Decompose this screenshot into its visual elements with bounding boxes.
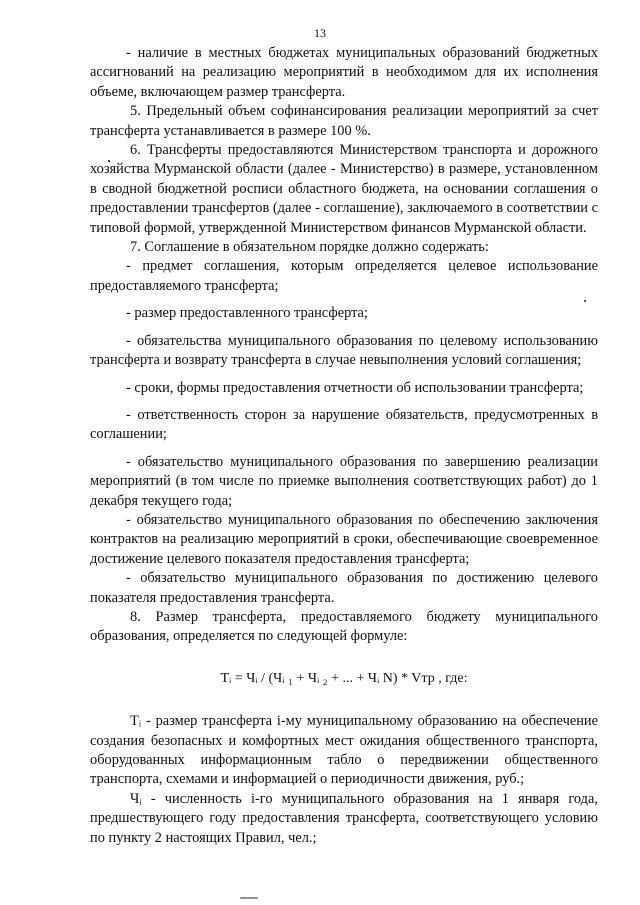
paragraph-5: 5. Предельный объем софинансирования реализации мероприятий за счет трансферта устанавливается в размере 100 %. (90, 103, 598, 139)
agreement-item-responsibility: - ответственность сторон за нарушение обязательств, предусмотренных в соглашении; (90, 406, 598, 443)
agreement-item-target-indicator: - обязательство муниципального образования по достижению целевого показателя предоставления трансферта. (90, 570, 598, 606)
definition-population: Чᵢ - численность i-го муниципального образования на 1 января года, предшествующего году предоставления трансферта, соответствующего условию по пункту 2 настоящих Правил, чел.; (90, 790, 598, 846)
agreement-item-obligations: - обязательства муниципального образования по целевому использованию трансферта и возврату трансферта в случае невыполнения условий соглашения; (90, 332, 598, 369)
scan-speck (584, 300, 586, 302)
definition-transfer-amount: Tᵢ - размер трансферта i-му муниципальному образованию на обеспечение создания безопасных и комфортных мест ожидания общественного транспорта, оборудованных информационным табло о передвижении общественного транспорта, схемами и информацией о периодичности движения, руб.; (90, 713, 598, 788)
paragraph-7: 7. Соглашение в обязательном порядке должно содержать: (130, 239, 489, 256)
document-body (90, 44, 598, 848)
agreement-item-amount: - размер предоставленного трансферта; (126, 305, 368, 322)
scan-speck (108, 160, 110, 162)
paragraph-budget-allocation: - наличие в местных бюджетах муниципальных образований бюджетных ассигнований на реализацию мероприятий в необходимом для их исполнения объеме, включающем размер трансферта. (90, 45, 598, 100)
page-number: 13 (314, 26, 326, 40)
agreement-item-contracts: - обязательство муниципального образования по обеспечению заключения контрактов на реализацию мероприятий в сроки, обеспечивающие своевременное достижение целевого показателя предоставления трансферта; (90, 511, 598, 567)
agreement-item-reporting: - сроки, формы предоставления отчетности об использовании трансферта; (126, 379, 584, 396)
agreement-item-completion: - обязательство муниципального образования по завершению реализации мероприятий (в том числе по приемке выполнения соответствующих работ) до 1 декабря текущего года; (90, 453, 598, 509)
transfer-formula: Tᵢ = Чᵢ / (Чᵢ ₁ + Чᵢ ₂ + ... + Чᵢ N) * Vтр , где: (220, 670, 468, 686)
paragraph-6: 6. Трансферты предоставляются Министерством транспорта и дорожного хозяйства Мурманской области (далее - Министерство) в размере, установленном в сводной бюджетной росписи областного бюджета, на основании соглашения о предоставлении трансфертов (далее - соглашение), заключаемого в соответствии с типовой формой, утвержденной Министерством финансов Мурманской области. (90, 142, 598, 236)
paragraph-8: 8. Размер трансферта, предоставляемого бюджету муниципального образования, определяется по следующей формуле: (90, 608, 598, 645)
scan-speck (240, 897, 258, 899)
agreement-item-subject: - предмет соглашения, которым определяется целевое использование предоставляемого трансферта; (90, 258, 598, 294)
